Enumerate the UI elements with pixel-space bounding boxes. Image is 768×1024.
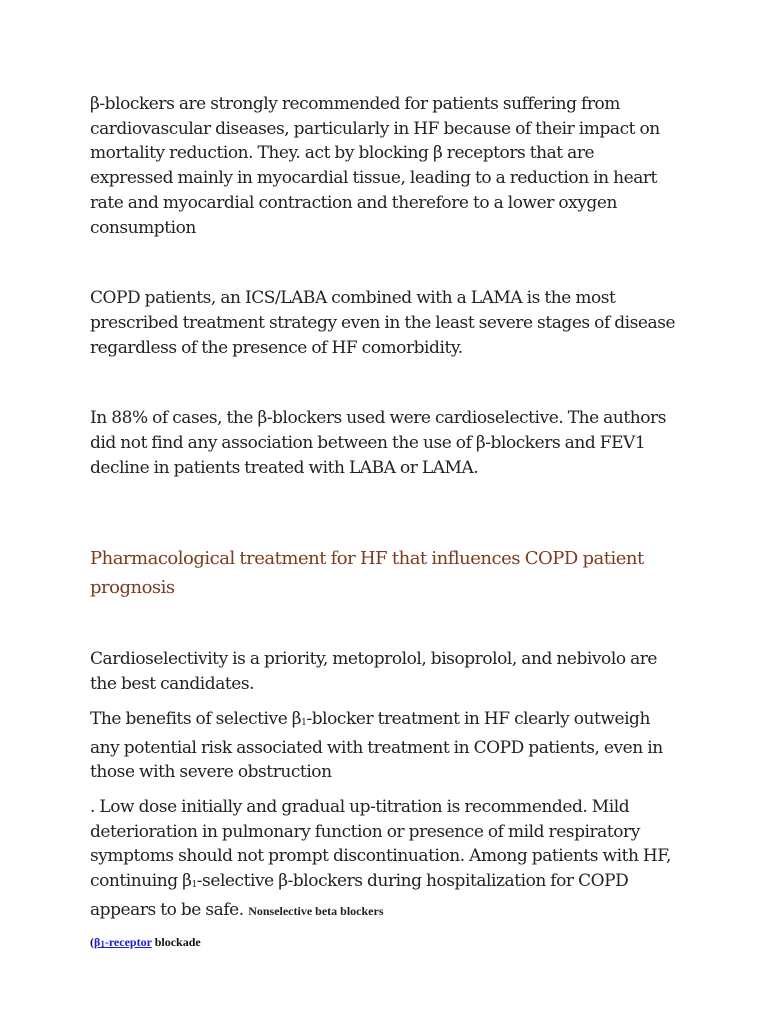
paragraph-beta-blockers-intro: β-blockers are strongly recommended for patients suffering from cardiovascular diseases, particularly in HF because of their impact on mortality reduction. They. act by blocking β receptors that are expressed mainly in myocardial tissue, leading to a reduction in heart rate and myocardial contraction and therefore to a lower oxygen consumption: [90, 94, 660, 238]
paragraph-dosing-text-a: . Low dose initially and gradual up-titration is recommended. Mild deterioration in pulmonary function or presence of mild respiratory symptoms should not prompt discontinuation. Among patients with HF, continuing β: [90, 796, 671, 892]
paragraph-cardioselective-stats: In 88% of cases, the β-blockers used were cardioselective. The authors did not find any association between the use of β-blockers and FEV1 decline in patients treated with LABA or LAMA.: [90, 408, 666, 478]
nonselective-label: Nonselective beta blockers: [248, 903, 384, 918]
blockade-text: blockade: [151, 935, 201, 950]
receptor-link[interactable]: [94, 935, 152, 949]
subscript-one: 1: [191, 880, 197, 891]
section-heading: Pharmacological treatment for HF that influences COPD patient prognosis: [90, 548, 644, 599]
subscript-one: 1: [301, 717, 307, 728]
receptor-link-subscript: 1: [100, 939, 105, 950]
document-body: [90, 92, 680, 950]
paragraph-benefits-text-a: The benefits of selective β: [90, 708, 302, 729]
receptor-reference-line: [90, 935, 680, 950]
open-paren: (: [90, 935, 94, 950]
paragraph-copd-treatment: COPD patients, an ICS/LABA combined with a LAMA is the most prescribed treatment strategy even in the least severe stages of disease regardless of the presence of HF comorbidity.: [90, 288, 676, 358]
paragraph-benefits: [90, 707, 680, 785]
paragraph-cardioselectivity: Cardioselectivity is a priority, metoprolol, bisoprolol, and nebivolo are the best candidates.: [90, 649, 658, 695]
paragraph-dosing-text-b: -selective β-blockers during hospitalization for COPD appears to be safe.: [90, 871, 629, 920]
receptor-link-rest: -receptor: [104, 935, 152, 950]
paragraph-dosing: [90, 795, 680, 924]
receptor-link-beta: β: [94, 935, 101, 950]
paragraph-benefits-text-b: -blocker treatment in HF clearly outweigh any potential risk associated with treatment in COPD patients, even in those with severe obstruction: [90, 708, 663, 783]
